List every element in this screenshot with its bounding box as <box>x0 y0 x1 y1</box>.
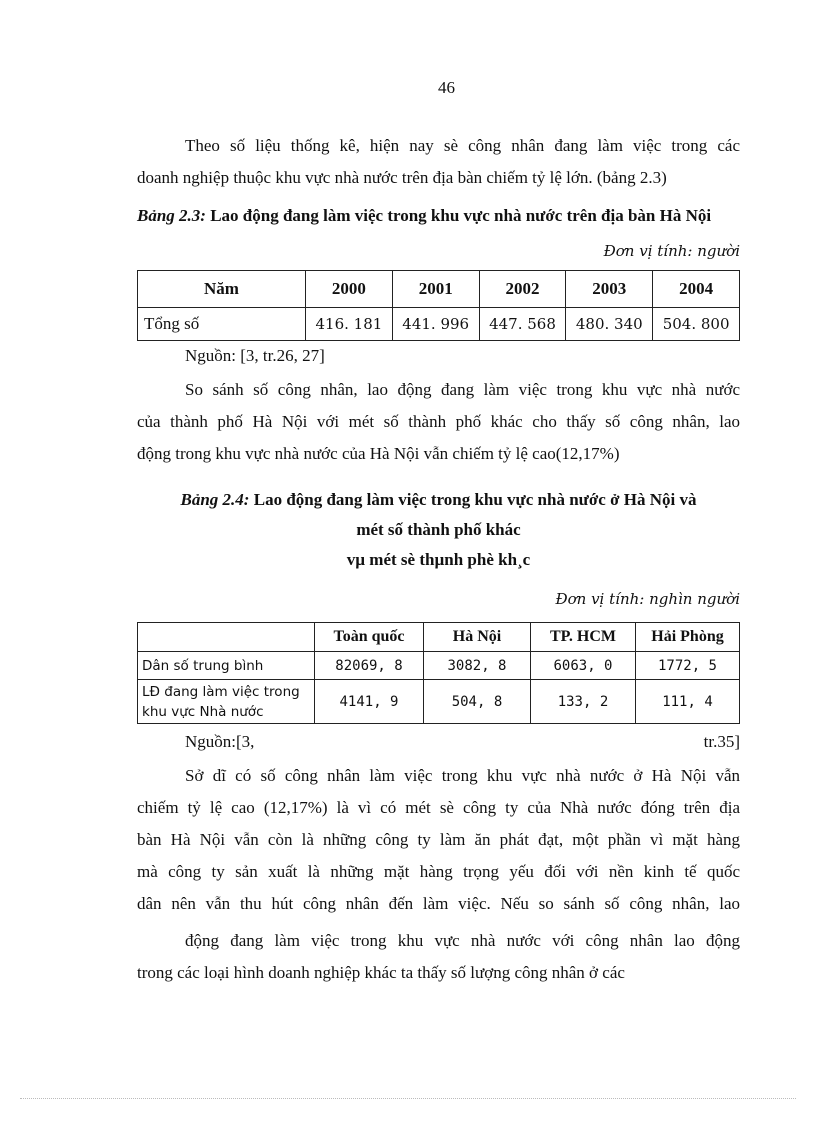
header-cell: 2000 <box>306 271 393 308</box>
text-line: So sánh số công nhân, lao động đang làm việc trong khu vực nhà nước <box>185 380 740 399</box>
paragraph-intro <box>137 130 740 194</box>
row-label: Dân số trung bình <box>138 652 315 680</box>
header-cell: 2001 <box>392 271 479 308</box>
text-line: động đang làm việc trong khu vực nhà nước với công nhân lao động <box>185 931 740 950</box>
row-label <box>138 680 315 724</box>
header-cell: Năm <box>138 271 306 308</box>
table-cell: 504, 8 <box>424 680 531 724</box>
labor-table-2-3 <box>137 270 740 341</box>
page-bottom-divider <box>20 1098 796 1099</box>
table-cell: 504. 800 <box>653 308 740 341</box>
table-cell: 4141, 9 <box>315 680 424 724</box>
table-cell: 82069, 8 <box>315 652 424 680</box>
table-header-row <box>138 271 740 308</box>
table2-caption <box>137 485 740 575</box>
paragraph-explanation <box>137 760 740 920</box>
text-line: trong các loại hình doanh nghiệp khác ta thấy số lượng công nhân ở các <box>137 963 625 982</box>
table2-caption-line <box>137 485 740 515</box>
text-line: bàn Hà Nội vẫn còn là những công ty làm ăn phát đạt, một phần vì mặt hàng <box>137 830 740 849</box>
table1-source: Nguồn: [3, tr.26, 27] <box>185 346 325 365</box>
labor-table-2-4 <box>137 622 740 724</box>
text-line: động trong khu vực nhà nước của Hà Nội vẫn chiếm tỷ lệ cao(12,17%) <box>137 444 620 463</box>
row-label: Tổng số <box>138 308 306 341</box>
text-line: doanh nghiệp thuộc khu vực nhà nước trên địa bàn chiếm tỷ lệ lớn. (bảng 2.3) <box>137 168 667 187</box>
table2-caption-label: Bảng 2.4: <box>180 490 250 509</box>
table-cell: 416. 181 <box>306 308 393 341</box>
table-header-row <box>138 623 740 652</box>
paragraph-continuation <box>137 925 740 989</box>
table-row <box>138 680 740 724</box>
text-line: của thành phố Hà Nội với mét số thành phố khác cho thấy số công nhân, lao <box>137 412 740 431</box>
page-number: 46 <box>438 78 455 97</box>
table2-source-right: tr.35] <box>703 732 740 751</box>
table-cell: 1772, 5 <box>636 652 740 680</box>
table1-caption-text: Lao động đang làm việc trong khu vực nhà nước trên địa bàn Hà Nội <box>205 206 712 225</box>
row-label-line: LĐ đang làm việc trong <box>142 683 300 700</box>
table-cell: 133, 2 <box>531 680 636 724</box>
table1-caption-label: Bảng 2.3: <box>137 206 206 225</box>
header-cell: Hải Phòng <box>636 623 740 652</box>
row-label-line: khu vực Nhà nước <box>142 703 264 720</box>
table-cell: 3082, 8 <box>424 652 531 680</box>
table-row <box>138 308 740 341</box>
table2-caption-line: vµ mét sè thµnh phè kh¸c <box>346 550 531 569</box>
table-cell: 480. 340 <box>566 308 653 341</box>
header-cell: TP. HCM <box>531 623 636 652</box>
text-line: Theo số liệu thống kê, hiện nay sè công nhân đang làm việc trong các <box>185 136 740 155</box>
table-cell: 6063, 0 <box>531 652 636 680</box>
table-cell: 111, 4 <box>636 680 740 724</box>
table-cell: 441. 996 <box>392 308 479 341</box>
table2-source-left: Nguồn:[3, <box>185 732 255 751</box>
header-cell <box>138 623 315 652</box>
header-cell: Toàn quốc <box>315 623 424 652</box>
header-cell: Hà Nội <box>424 623 531 652</box>
header-cell: 2002 <box>479 271 566 308</box>
table1-unit: Đơn vị tính: người <box>603 242 740 260</box>
table2-unit: Đơn vị tính: nghìn người <box>555 590 740 608</box>
table-row <box>138 652 740 680</box>
paragraph-comparison <box>137 374 740 470</box>
header-cell: 2004 <box>653 271 740 308</box>
text-line: mà công ty sản xuất là những mặt hàng trọng yếu đối với nền kinh tế quốc <box>137 862 740 881</box>
table2-caption-text: Lao động đang làm việc trong khu vực nhà nước ở Hà Nội và <box>249 490 697 509</box>
text-line: Sở dĩ có số công nhân làm việc trong khu vực nhà nước ở Hà Nội vẫn <box>185 766 740 785</box>
table2-caption-line: mét số thành phố khác <box>356 520 521 539</box>
text-line: chiếm tỷ lệ cao (12,17%) là vì có mét sè công ty của Nhà nước đóng trên địa <box>137 798 740 817</box>
header-cell: 2003 <box>566 271 653 308</box>
table-cell: 447. 568 <box>479 308 566 341</box>
text-line: dân nên vẫn thu hút công nhân đến làm việc. Nếu so sánh số công nhân, lao <box>137 894 740 913</box>
table1-caption <box>137 201 747 231</box>
